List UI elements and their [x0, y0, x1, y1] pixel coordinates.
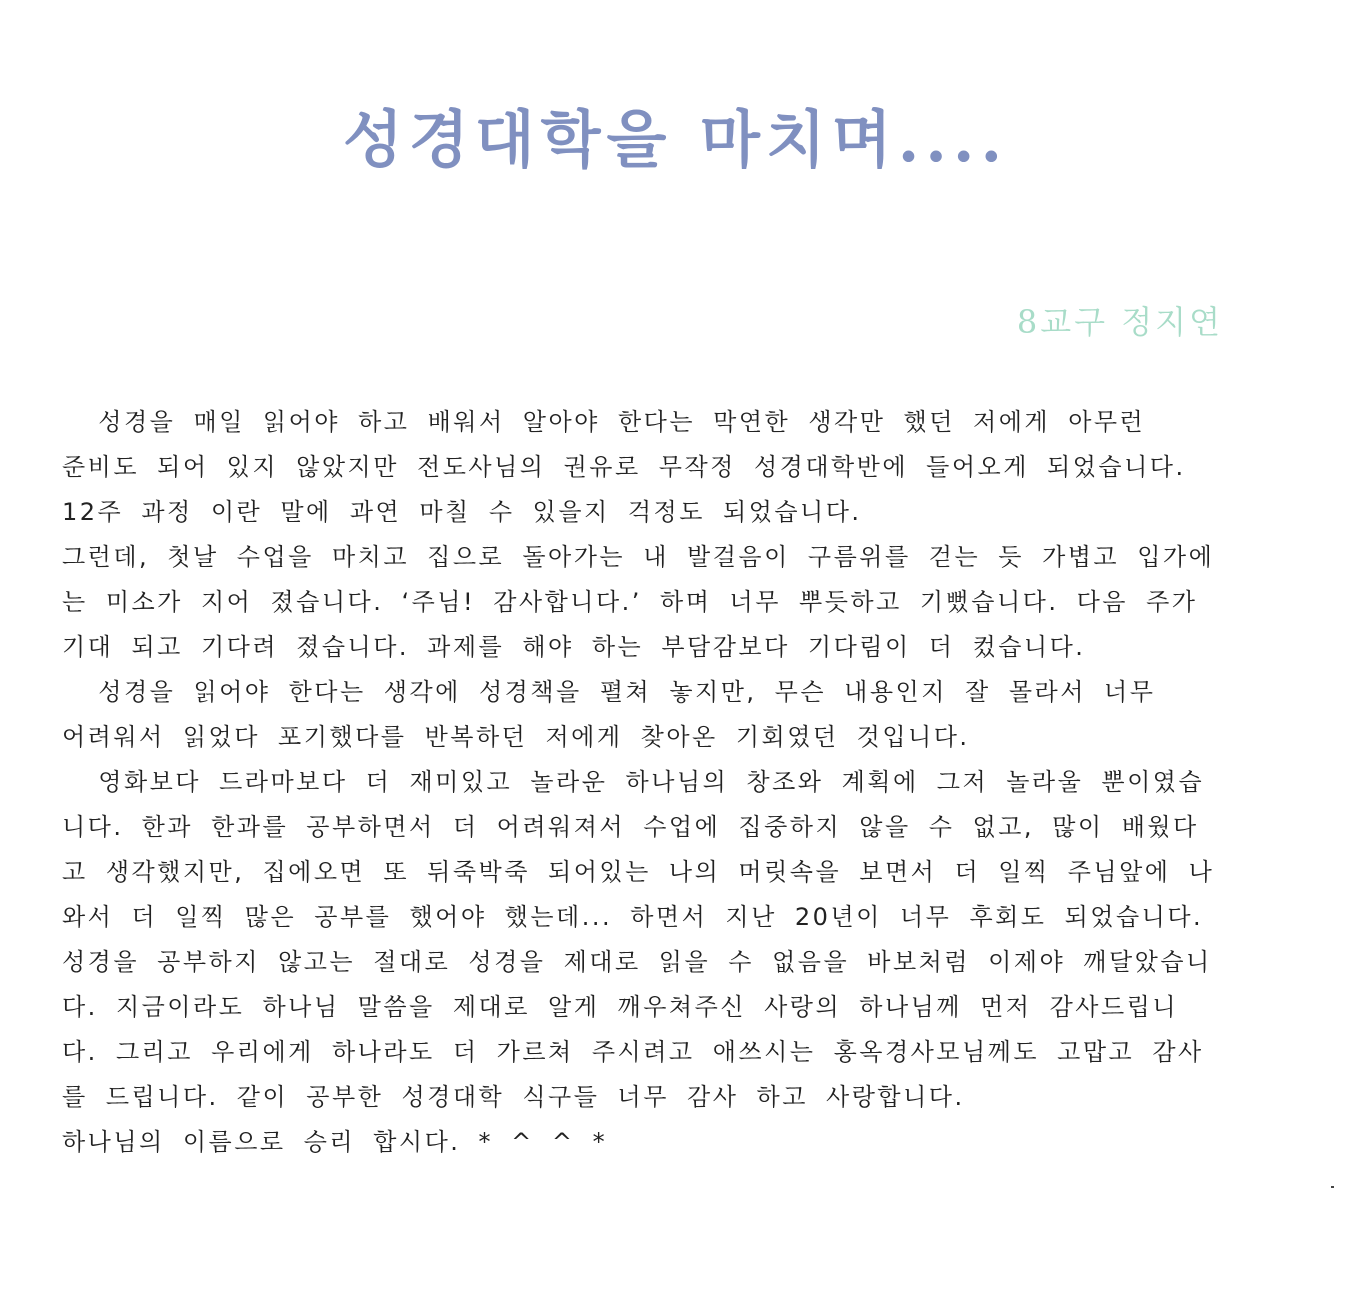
body-line: 12주 과정 이란 말에 과연 마칠 수 있을지 걱정도 되었습니다. — [62, 498, 862, 526]
body-line: 영화보다 드라마보다 더 재미있고 놀라운 하나님의 창조와 계획에 그저 놀라울 뿐이였습 — [62, 768, 1205, 796]
body-line: 고 생각했지만, 집에오면 또 뒤죽박죽 되어있는 나의 머릿속을 보면서 더 일찍 주님앞에 나 — [62, 858, 1215, 886]
essay-body — [62, 400, 1262, 1165]
body-line: 하나님의 이름으로 승리 합시다. * ^ ^ * — [62, 1128, 608, 1156]
body-line: 그런데, 첫날 수업을 마치고 집으로 돌아가는 내 발걸음이 구름위를 걷는 듯 가볍고 입가에 — [62, 543, 1215, 571]
document-title: 성경대학을 마치며.... — [342, 103, 1009, 176]
body-line: 와서 더 일찍 많은 공부를 했어야 했는데... 하면서 지난 20년이 너무 후회도 되었습니다. — [62, 903, 1204, 931]
body-line: 다. 지금이라도 하나님 말씀을 제대로 알게 깨우쳐주신 사랑의 하나님께 먼저 감사드립니 — [62, 993, 1179, 1021]
body-line: 다. 그리고 우리에게 하나라도 더 가르쳐 주시려고 애쓰시는 홍옥경사모님께도 고맙고 감사 — [62, 1038, 1204, 1066]
body-line: 를 드립니다. 같이 공부한 성경대학 식구들 너무 감사 하고 사랑합니다. — [62, 1083, 965, 1111]
author-line: 8교구 정지연 — [1016, 303, 1223, 341]
body-line: 는 미소가 지어 졌습니다. ‘주님! 감사합니다.’ 하며 너무 뿌듯하고 기뻤습니다. 다음 주가 — [62, 588, 1198, 616]
scan-speck — [1331, 1186, 1334, 1188]
body-line: 성경을 매일 읽어야 하고 배워서 알아야 한다는 막연한 생각만 했던 저에게 아무런 — [62, 408, 1146, 436]
body-line: 어려워서 읽었다 포기했다를 반복하던 저에게 찾아온 기회였던 것입니다. — [62, 723, 970, 751]
body-line: 기대 되고 기다려 졌습니다. 과제를 해야 하는 부담감보다 기다림이 더 컸습니다. — [62, 633, 1086, 661]
body-line: 성경을 공부하지 않고는 절대로 성경을 제대로 읽을 수 없음을 바보처럼 이제야 깨달았습니 — [62, 948, 1212, 976]
body-line: 니다. 한과 한과를 공부하면서 더 어려워져서 수업에 집중하지 않을 수 없고, 많이 배웠다 — [62, 813, 1199, 841]
body-line: 준비도 되어 있지 않았지만 전도사님의 권유로 무작정 성경대학반에 들어오게 되었습니다. — [62, 453, 1186, 481]
body-line: 성경을 읽어야 한다는 생각에 성경책을 펼쳐 놓지만, 무슨 내용인지 잘 몰라서 너무 — [62, 678, 1156, 706]
